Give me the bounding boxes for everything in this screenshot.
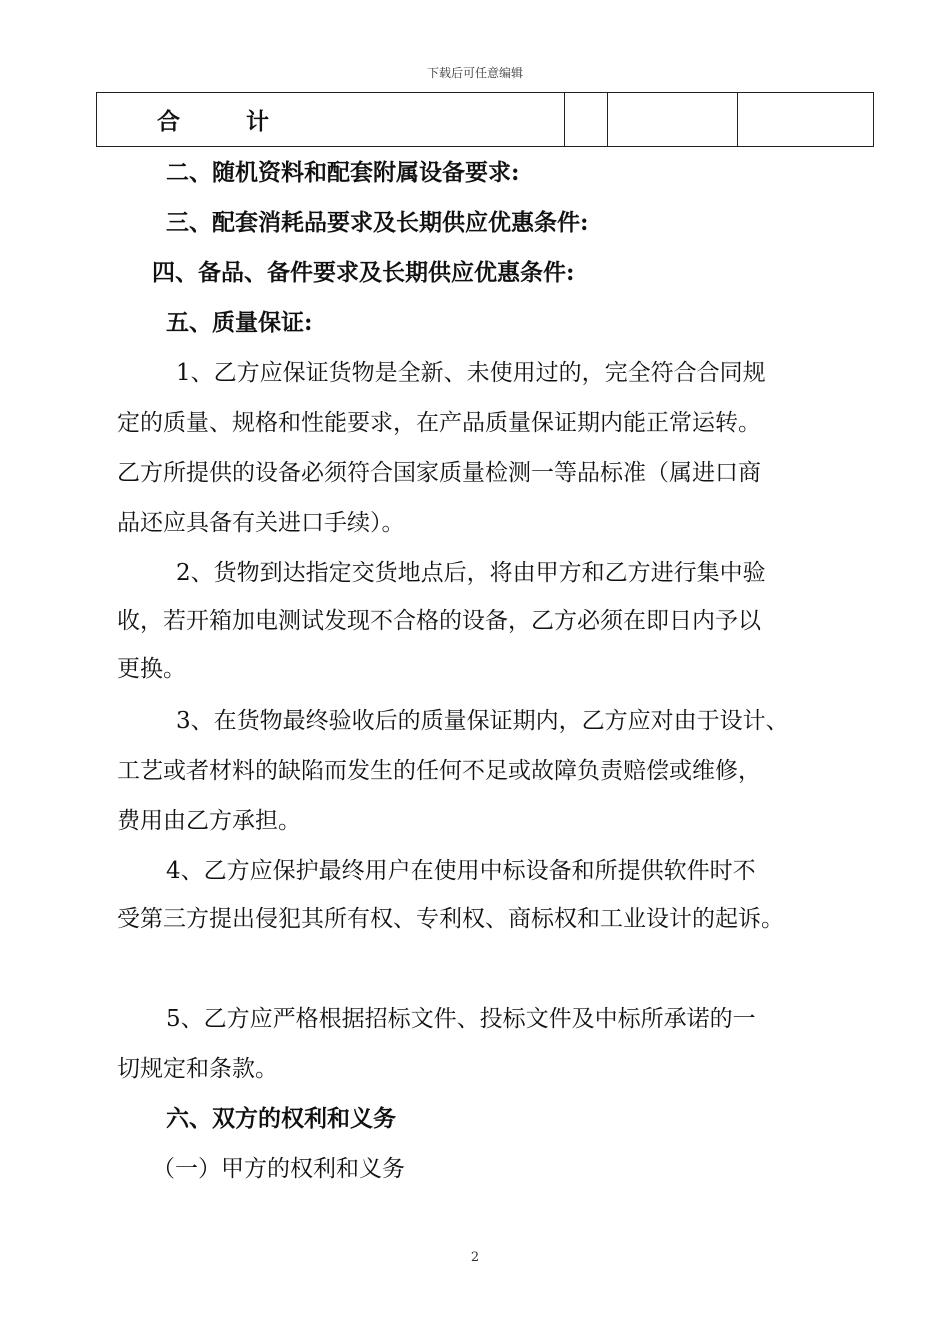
paragraph-line: 乙方所提供的设备必须符合国家质量检测一等品标准（属进口商 <box>117 460 761 486</box>
paragraph-line: 5、乙方应严格根据招标文件、投标文件及中标所承诺的一 <box>166 1006 756 1032</box>
paragraph-line: 更换。 <box>117 656 186 682</box>
paragraph-line: 2、货物到达指定交货地点后，将由甲方和乙方进行集中验 <box>176 560 766 586</box>
subsection-heading: （一）甲方的权利和义务 <box>152 1156 405 1182</box>
paragraph-line: 4、乙方应保护最终用户在使用中标设备和所提供软件时不 <box>166 858 756 884</box>
total-label-cell <box>97 93 565 147</box>
page-number: 2 <box>470 1250 480 1265</box>
total-label-b: 计 <box>246 108 269 135</box>
summary-table <box>96 92 874 147</box>
section-heading-3: 三、配套消耗品要求及长期供应优惠条件: <box>166 209 589 236</box>
section-heading-5: 五、质量保证: <box>166 309 313 336</box>
table-cell-empty <box>738 93 874 147</box>
paragraph-line: 1、乙方应保证货物是全新、未使用过的，完全符合合同规 <box>176 360 766 386</box>
paragraph-line: 3、在货物最终验收后的质量保证期内，乙方应对由于设计、 <box>176 708 789 734</box>
paragraph-line: 收，若开箱加电测试发现不合格的设备，乙方必须在即日内予以 <box>117 608 761 634</box>
paragraph-line: 工艺或者材料的缺陷而发生的任何不足或故障负责赔偿或维修， <box>117 758 761 784</box>
table-cell-empty <box>608 93 738 147</box>
paragraph-line: 定的质量、规格和性能要求，在产品质量保证期内能正常运转。 <box>117 410 761 436</box>
section-heading-6: 六、双方的权利和义务 <box>166 1105 396 1132</box>
table-row <box>97 93 874 147</box>
section-heading-2: 二、随机资料和配套附属设备要求: <box>166 159 520 186</box>
table-cell-empty <box>565 93 608 147</box>
section-heading-4: 四、备品、备件要求及长期供应优惠条件: <box>152 259 575 286</box>
page-header: 下载后可任意编辑 <box>426 66 523 80</box>
total-label-a: 合 <box>157 108 180 135</box>
paragraph-line: 受第三方提出侵犯其所有权、专利权、商标权和工业设计的起诉。 <box>117 906 784 932</box>
paragraph-line: 费用由乙方承担。 <box>117 808 301 834</box>
paragraph-line: 品还应具备有关进口手续）。 <box>117 510 405 536</box>
paragraph-line: 切规定和条款。 <box>117 1056 278 1082</box>
